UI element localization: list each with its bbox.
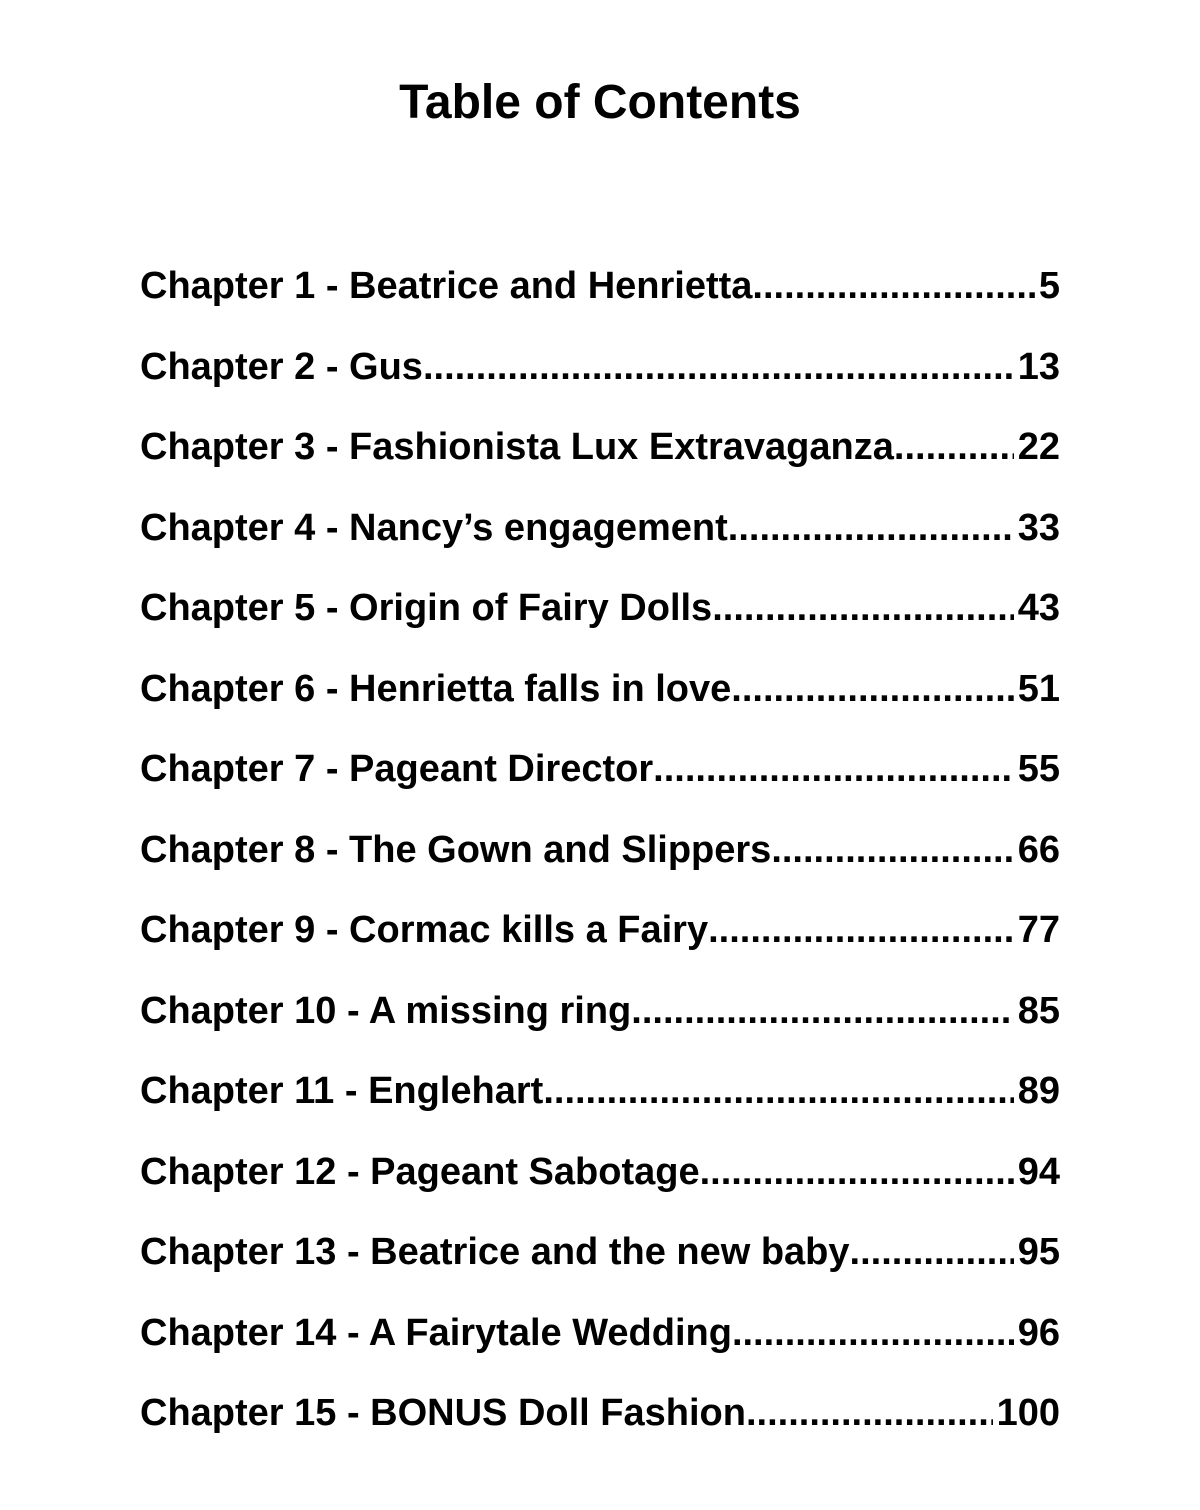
toc-entry bbox=[140, 497, 1060, 578]
toc-entry-title: Chapter 12 - Pageant Sabotage bbox=[140, 1150, 700, 1193]
toc-dot-leader bbox=[752, 255, 1034, 317]
toc-entry-title: Chapter 5 - Origin of Fairy Dolls bbox=[140, 587, 713, 629]
toc-dot-leader bbox=[746, 1382, 993, 1444]
toc-entry-title: Chapter 11 - Englehart bbox=[140, 1070, 544, 1112]
toc-entry-page: 51 bbox=[1017, 667, 1060, 710]
toc-entry bbox=[140, 658, 1060, 739]
toc-entry-page: 55 bbox=[1017, 748, 1060, 790]
toc-dot-leader bbox=[731, 658, 1013, 720]
toc-entry-title: Chapter 13 - Beatrice and the new baby bbox=[140, 1231, 850, 1273]
toc-entry-title: Chapter 6 - Henrietta falls in love bbox=[140, 667, 732, 710]
toc-dot-leader bbox=[653, 738, 1014, 800]
toc-entry-page: 89 bbox=[1017, 1070, 1060, 1112]
toc-entry bbox=[140, 899, 1060, 980]
toc-entry bbox=[140, 980, 1060, 1061]
toc-entry bbox=[140, 336, 1060, 417]
toc-entry-page: 22 bbox=[1017, 426, 1060, 468]
toc-entry-title: Chapter 10 - A missing ring bbox=[140, 989, 632, 1032]
toc-dot-leader bbox=[708, 899, 1014, 961]
toc-dot-leader bbox=[894, 416, 1014, 478]
toc-entry-page: 100 bbox=[996, 1392, 1060, 1434]
toc-entry bbox=[140, 577, 1060, 658]
toc-entry-title: Chapter 3 - Fashionista Lux Extravaganza bbox=[140, 426, 894, 468]
toc-entry-title: Chapter 9 - Cormac kills a Fairy bbox=[140, 909, 709, 951]
toc-dot-leader bbox=[700, 1141, 1014, 1203]
toc-entry-page: 77 bbox=[1017, 909, 1060, 951]
toc-entry bbox=[140, 819, 1060, 900]
toc-entry bbox=[140, 738, 1060, 819]
toc-entry-page: 33 bbox=[1017, 506, 1060, 549]
toc-dot-leader bbox=[423, 336, 1014, 398]
toc-entry-title: Chapter 7 - Pageant Director bbox=[140, 748, 654, 790]
toc-entry-title: Chapter 4 - Nancy’s engagement bbox=[140, 506, 728, 549]
toc-dot-leader bbox=[732, 1302, 1014, 1364]
toc-entry-title: Chapter 1 - Beatrice and Henrietta bbox=[140, 265, 753, 307]
toc-entry-page: 94 bbox=[1017, 1150, 1060, 1193]
toc-entry-page: 43 bbox=[1017, 587, 1060, 629]
toc-dot-leader bbox=[631, 980, 1013, 1042]
toc-entry-page: 95 bbox=[1017, 1231, 1060, 1273]
table-of-contents bbox=[140, 255, 1060, 1463]
toc-entry bbox=[140, 1060, 1060, 1141]
toc-entry bbox=[140, 1221, 1060, 1302]
toc-dot-leader bbox=[543, 1060, 1013, 1122]
toc-dot-leader bbox=[712, 577, 1014, 639]
toc-entry-title: Chapter 2 - Gus bbox=[140, 345, 423, 388]
toc-entry bbox=[140, 1141, 1060, 1222]
toc-dot-leader bbox=[728, 497, 1014, 559]
toc-entry-title: Chapter 8 - The Gown and Slippers bbox=[140, 828, 772, 871]
toc-entry bbox=[140, 1382, 1060, 1463]
toc-entry bbox=[140, 416, 1060, 497]
toc-dot-leader bbox=[850, 1221, 1014, 1283]
toc-entry-page: 96 bbox=[1017, 1311, 1060, 1354]
toc-entry-page: 13 bbox=[1017, 345, 1060, 388]
toc-entry-page: 85 bbox=[1017, 989, 1060, 1032]
page-title: Table of Contents bbox=[399, 76, 801, 129]
toc-dot-leader bbox=[771, 819, 1013, 881]
toc-entry-title: Chapter 15 - BONUS Doll Fashion bbox=[140, 1392, 746, 1434]
toc-entry-title: Chapter 14 - A Fairytale Wedding bbox=[140, 1311, 732, 1354]
toc-entry bbox=[140, 1302, 1060, 1383]
toc-entry bbox=[140, 255, 1060, 336]
toc-entry-page: 66 bbox=[1017, 828, 1060, 871]
toc-entry-page: 5 bbox=[1038, 265, 1060, 307]
